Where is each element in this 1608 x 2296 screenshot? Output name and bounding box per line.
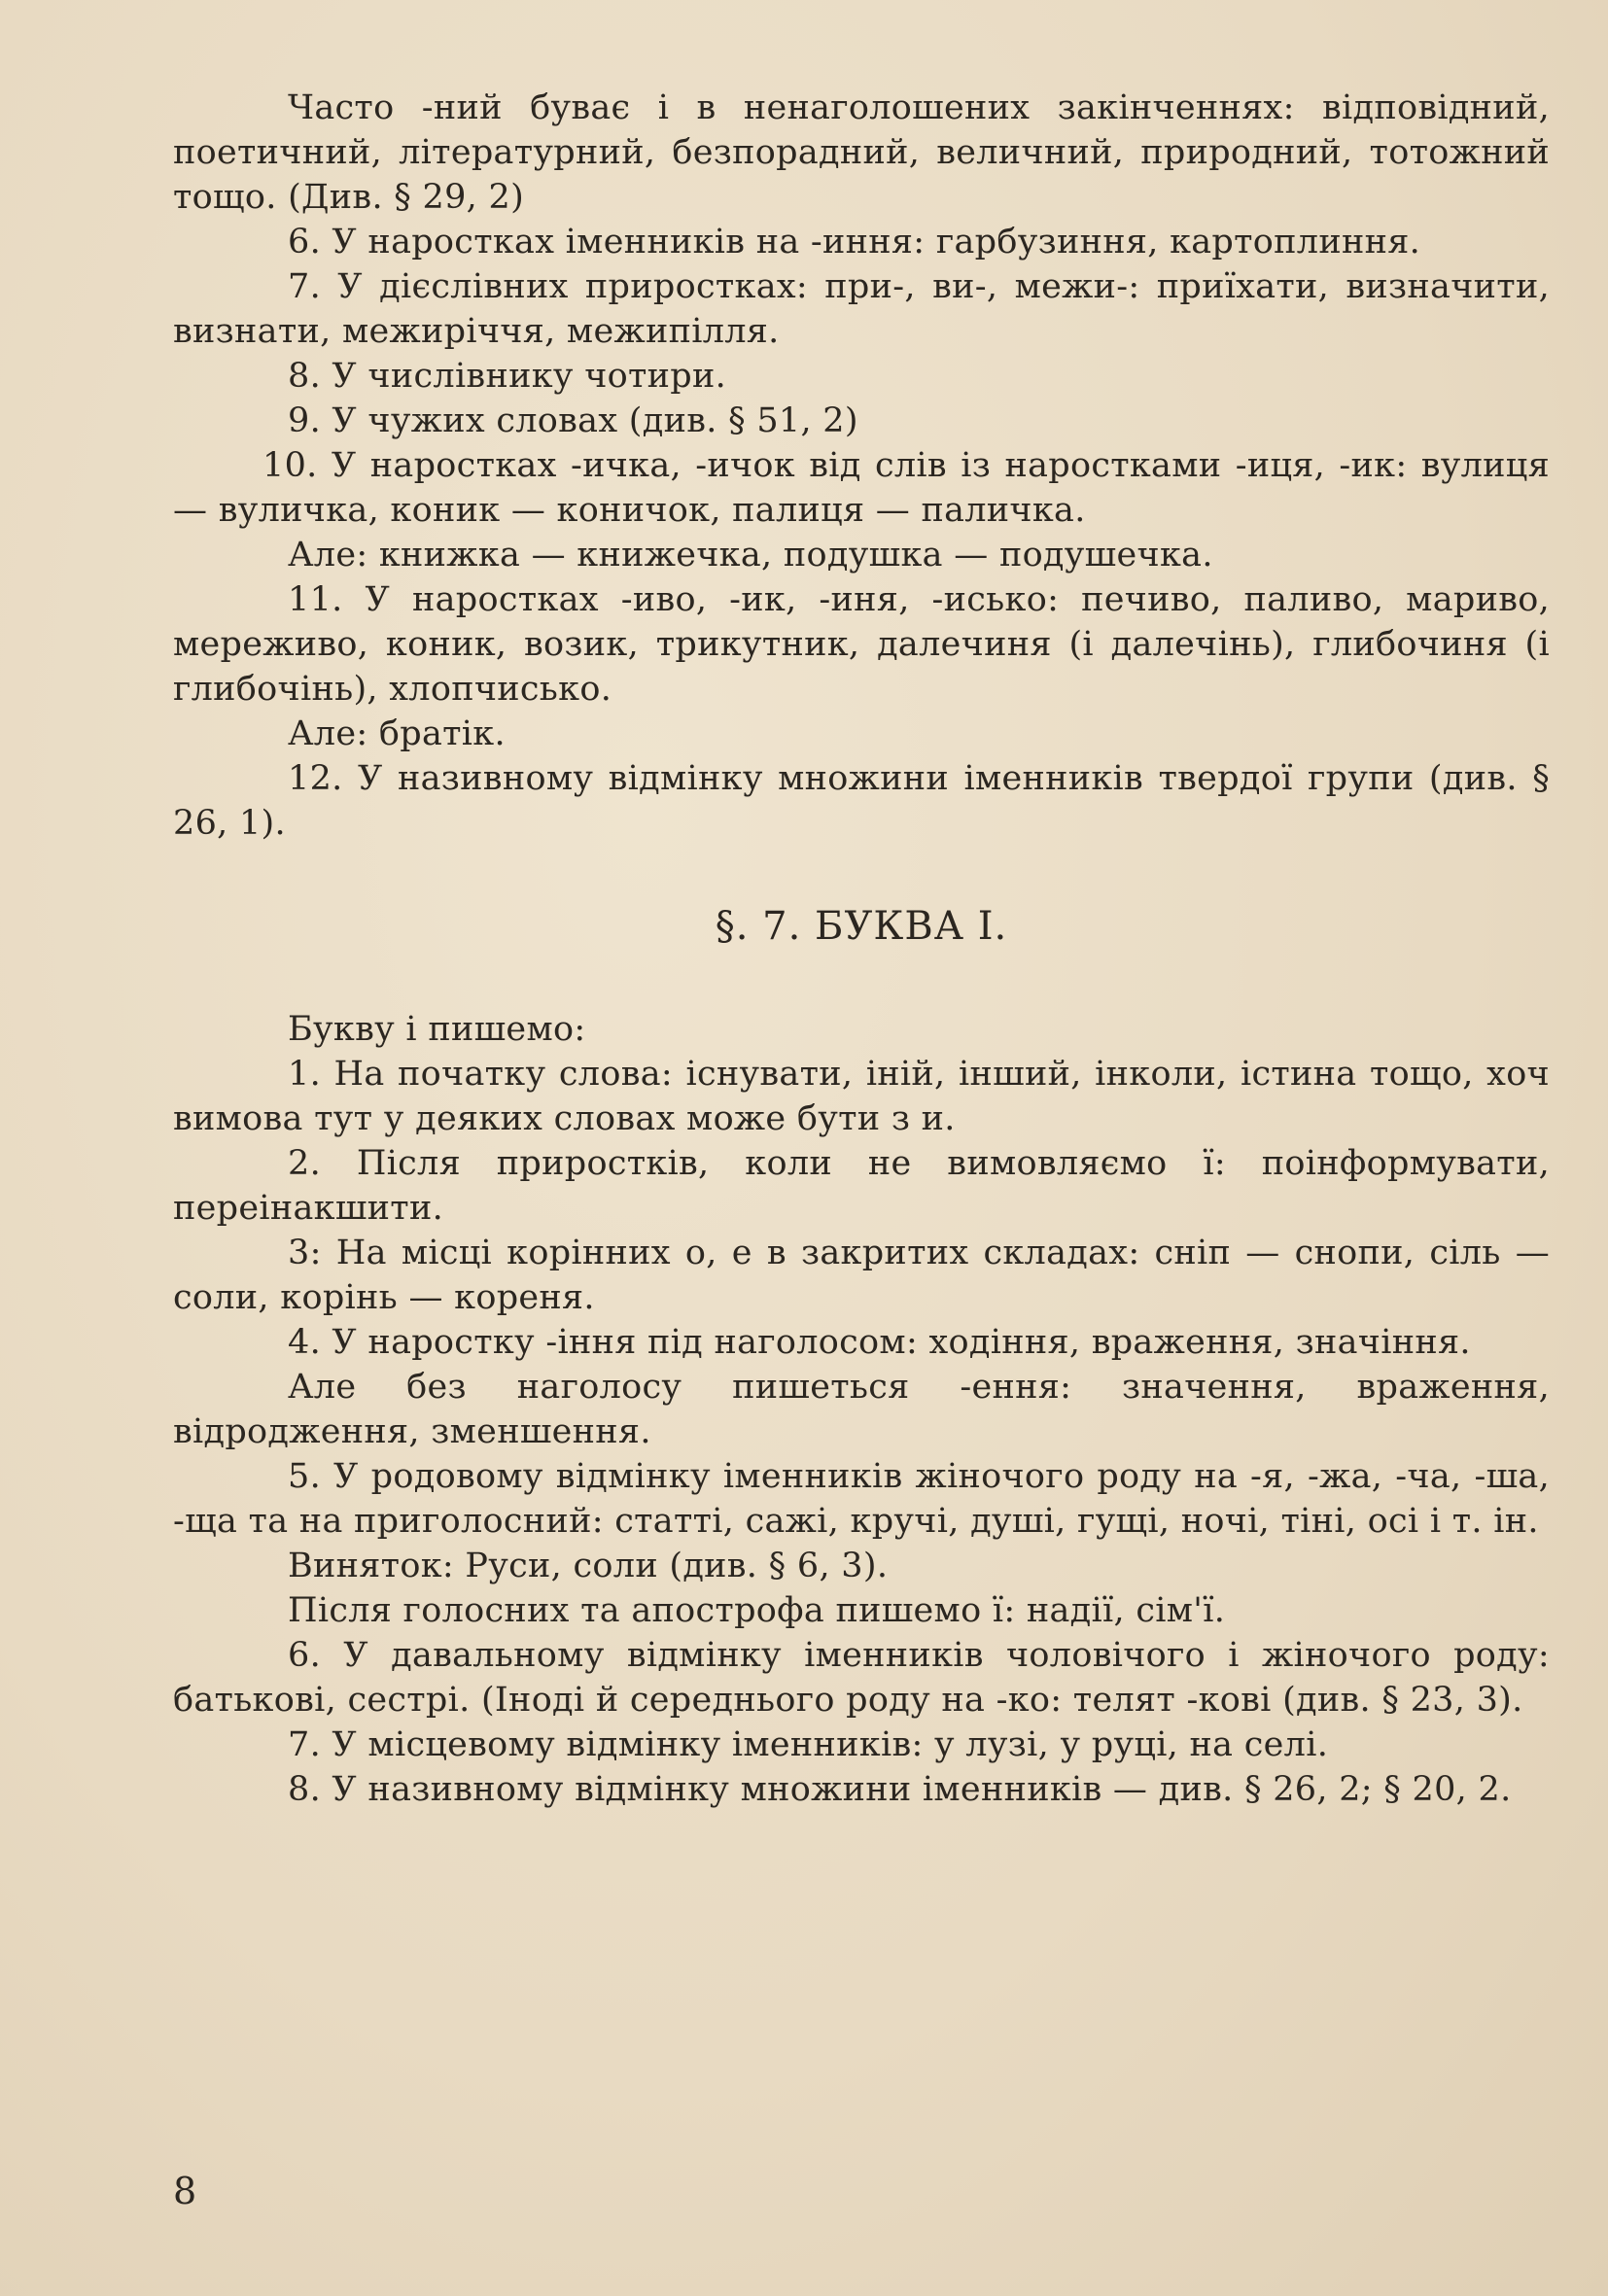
rule-7: 7. У місцевому відмінку іменників: у лузі, у руці, на селі. xyxy=(288,1725,1329,1764)
rule-2: 2. Після приростків, коли не вимовляємо ї: поінформувати, переінакшити. xyxy=(173,1144,1550,1228)
rule-6: 6. У давальному відмінку іменників чоловічого і жіночого роду: батькові, сестрі. (Іноді й середнього роду на -ко: телят -кові (див. § 23, 3). xyxy=(173,1636,1550,1720)
rule-5: 5. У родовому відмінку іменників жіночого роду на -я, -жа, -ча, -ша, -ща та на приголосний: статті, сажі, кручі, душі, гущі, ночі, тіні, осі і т. ін. xyxy=(173,1457,1550,1541)
rule-8: 8. У називному відмінку множини іменників — див. § 26, 2; § 20, 2. xyxy=(288,1770,1512,1809)
rule-4: 4. У наростку -іння під наголосом: ходіння, враження, значіння. xyxy=(288,1323,1471,1362)
exception-note: Але: книжка — книжечка, подушка — подушечка. xyxy=(288,536,1213,574)
rule-11: 11. У наростках -иво, -ик, -иня, -исько: печиво, паливо, мариво, мереживо, коник, возик, трикутник, далечиня (і далечінь), глибочиня (і глибочінь), хлопчисько. xyxy=(173,580,1550,709)
section-intro: Букву і пишемо: xyxy=(288,1010,586,1049)
rule-3: 3: На місці корінних о, е в закритих складах: сніп — снопи, сіль — соли, корінь — кореня. xyxy=(173,1234,1550,1317)
page-number: 8 xyxy=(173,2170,197,2212)
rule-10: 10. У наростках -ичка, -ичок від слів із наростками -иця, -ик: вулиця — вуличка, коник — коничок, палиця — паличка. xyxy=(173,446,1550,530)
rule-12: 12. У називному відмінку множини іменників твердої групи (див. § 26, 1). xyxy=(173,759,1550,843)
rule-8: 8. У числівнику чотири. xyxy=(288,357,727,396)
exception-note: Але: братік. xyxy=(288,714,506,753)
note: Після голосних та апострофа пишемо ї: надії, сім'ї. xyxy=(288,1591,1226,1630)
rule-1: 1. На початку слова: існувати, іній, інший, інколи, істина тощо, хоч вимова тут у деяких словах може бути з и. xyxy=(173,1055,1550,1138)
rule-9: 9. У чужих словах (див. § 51, 2) xyxy=(288,401,858,440)
paragraph: Часто -ний буває і в ненаголошених закінченнях: відповідний, поетичний, літературний, безпорадний, величний, природний, тотожний тощо. (Див. § 29, 2) xyxy=(173,88,1550,217)
section-heading: §. 7. БУКВА І. xyxy=(715,904,1008,949)
rule-7: 7. У дієслівних приростках: при-, ви-, межи-: приїхати, визначити, визнати, межиріччя, межипілля. xyxy=(173,267,1550,351)
rule-6: 6. У наростках іменників на -иння: гарбузиння, картоплиння. xyxy=(288,223,1421,261)
exception-note: Виняток: Руси, соли (див. § 6, 3). xyxy=(288,1547,889,1585)
exception-note: Але без наголосу пишеться -ення: значення, враження, відродження, зменшення. xyxy=(173,1368,1550,1451)
page-text xyxy=(173,86,1550,1812)
